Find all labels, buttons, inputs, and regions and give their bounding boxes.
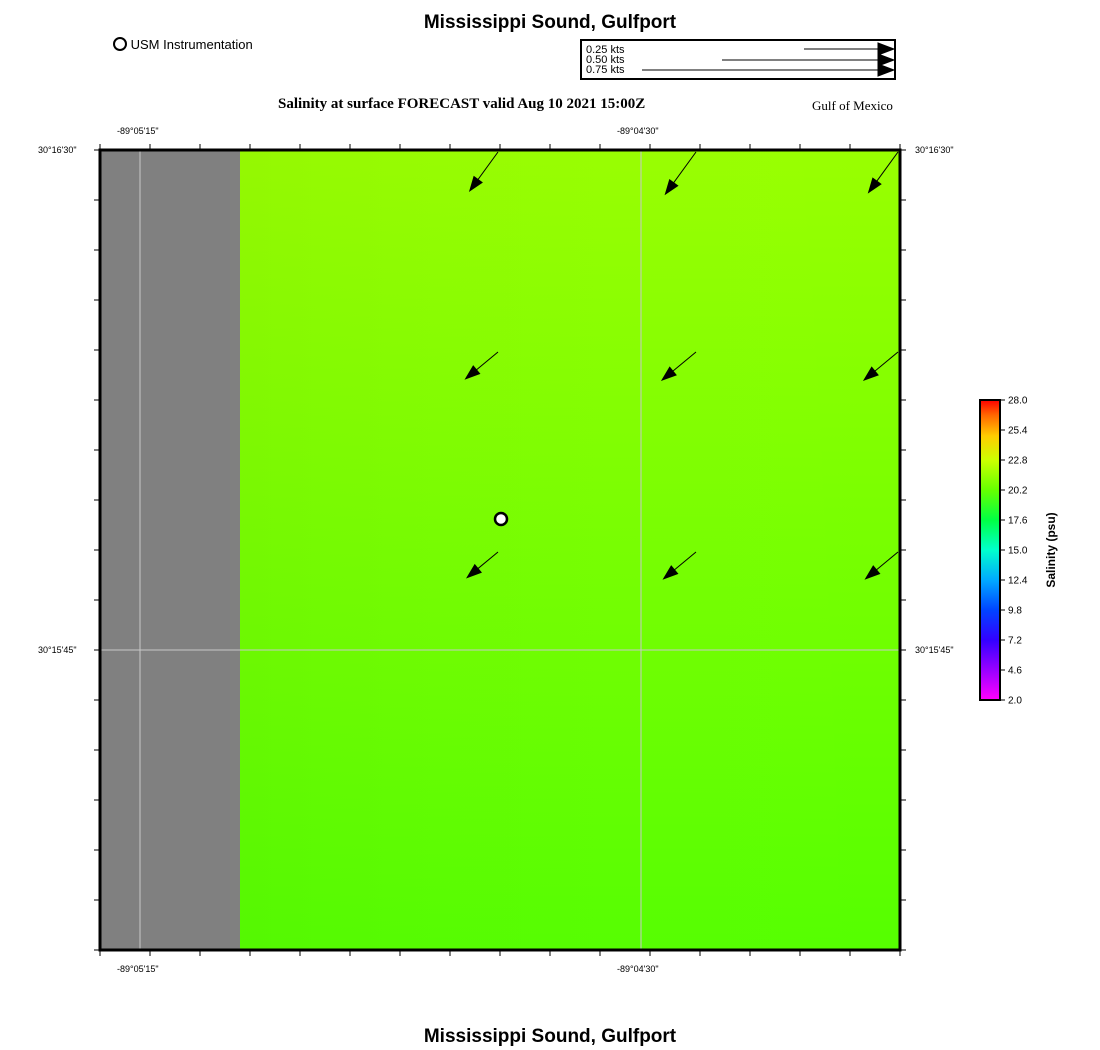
colorbar-scale: [980, 400, 1000, 700]
colorbar-tick-label: 4.6: [1008, 665, 1022, 677]
colorbar-ticks: [1000, 396, 1028, 707]
footer-title: Mississippi Sound, Gulfport: [423, 1026, 677, 1047]
speed-legend-label-2: 0.50 kts: [586, 54, 625, 66]
lon-tick-top-2: -89°04'30": [617, 126, 659, 136]
colorbar-tick-label: 9.8: [1008, 605, 1022, 617]
map-subtitle: Salinity at surface FORECAST valid Aug 10 2021 15:00Z: [278, 96, 646, 112]
colorbar-tick-label: 12.4: [1008, 575, 1028, 587]
colorbar-tick-label: 7.2: [1008, 635, 1022, 647]
lat-tick-right-2: 30°15'45": [915, 645, 954, 655]
speed-legend: [580, 39, 896, 80]
station-marker-icon: [113, 37, 127, 51]
region-label: Gulf of Mexico: [812, 98, 893, 113]
station-legend: [113, 37, 253, 52]
colorbar-tick-label: 25.4: [1008, 425, 1028, 437]
colorbar-tick-label: 15.0: [1008, 545, 1028, 557]
map-title: Mississippi Sound, Gulfport: [423, 12, 677, 33]
lon-tick-bottom-2: -89°04'30": [617, 964, 659, 974]
speed-legend-label-1: 0.25 kts: [586, 44, 625, 56]
lat-tick-right-1: 30°16'30": [915, 145, 954, 155]
lat-tick-left-2: 30°15'45": [38, 645, 77, 655]
lat-tick-left-1: 30°16'30": [38, 145, 77, 155]
colorbar-tick-label: 22.8: [1008, 455, 1028, 467]
colorbar: [970, 392, 1070, 708]
colorbar-tick-label: 17.6: [1008, 515, 1028, 527]
lon-tick-top-1: -89°05'15": [117, 126, 159, 136]
colorbar-tick-label: 20.2: [1008, 485, 1028, 497]
usm-station-marker[interactable]: [495, 513, 507, 525]
colorbar-tick-label: 28.0: [1008, 395, 1028, 407]
colorbar-tick-label: 2.0: [1008, 695, 1022, 707]
station-legend-label: USM Instrumentation: [130, 37, 253, 52]
colorbar-label: Salinity (psu): [1044, 512, 1058, 588]
lon-tick-bottom-1: -89°05'15": [117, 964, 159, 974]
land-area: [100, 150, 240, 950]
speed-legend-label-3: 0.75 kts: [586, 64, 625, 76]
map-plot: [90, 140, 912, 962]
